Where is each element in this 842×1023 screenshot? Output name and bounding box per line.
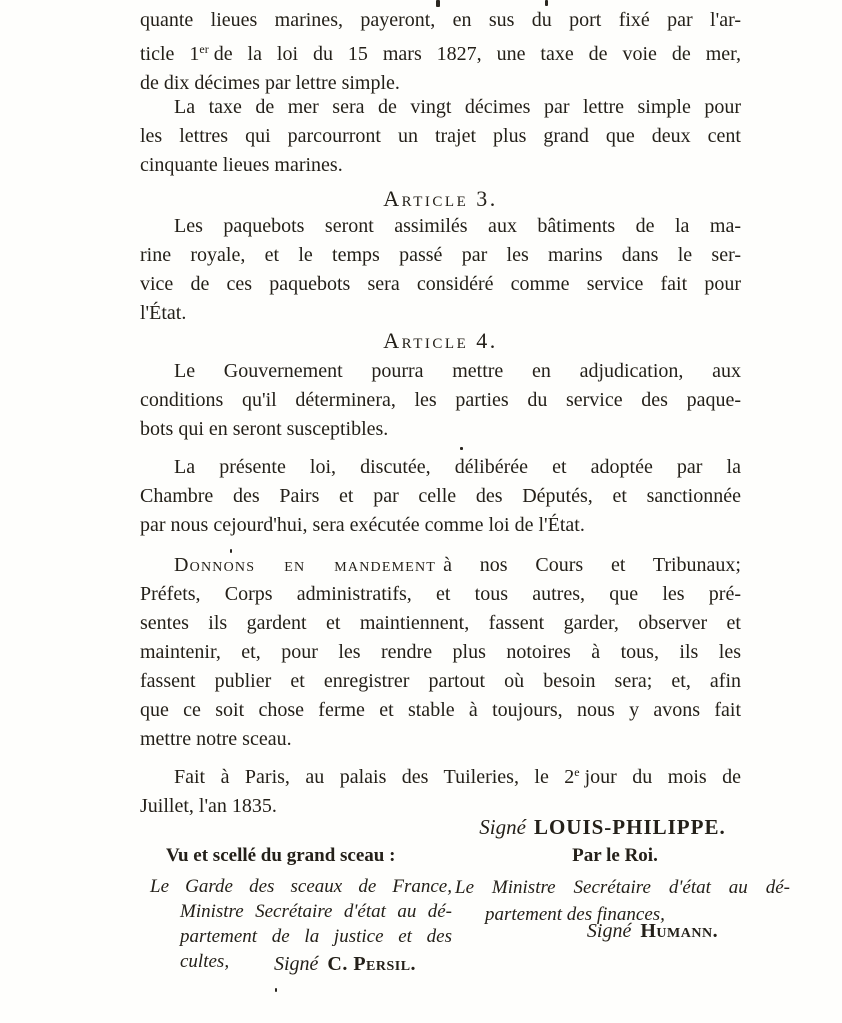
text-line: La taxe de mer sera de vingt décimes par lettre simple pour — [174, 96, 741, 118]
superscript-e: e — [574, 765, 580, 779]
persil-name: C. Persil. — [327, 953, 417, 975]
text-run: à nos Cours et Tribunaux; — [443, 554, 741, 576]
text-line: de dix décimes par lettre simple. — [140, 72, 400, 94]
paragraph-article-4 — [140, 357, 741, 444]
persil-signature — [240, 953, 450, 976]
text-line: bots qui en seront susceptibles. — [140, 418, 389, 440]
humann-name: Humann. — [640, 920, 719, 942]
article-3-heading: Article 3. — [383, 186, 498, 211]
text-line: La présente loi, discutée, délibérée et adoptée par la — [174, 456, 741, 478]
paragraph-promulgation — [140, 453, 741, 540]
text-line — [140, 551, 741, 580]
paragraph-mandement-rest — [140, 580, 741, 754]
king-name: LOUIS-PHILIPPE. — [533, 815, 726, 839]
ink-speck — [275, 988, 277, 992]
text-line: partement des finances, — [485, 904, 665, 925]
text-line: Le Gouvernement pourra mettre en adjudication, aux — [174, 360, 741, 382]
signe-label: Signé — [273, 953, 319, 975]
seal-attestation: Vu et scellé du grand sceau : — [166, 845, 396, 866]
by-the-king-label: Par le Roi. — [572, 845, 658, 866]
humann-signature — [560, 920, 745, 943]
text-line: que ce soit chose ferme et stable à toujours, nous y avons fait — [140, 699, 741, 721]
text-run: de la loi du 15 mars 1827, une taxe de voie de mer, — [213, 43, 741, 65]
text-run: Fait à Paris, au palais des Tuileries, le 2 — [174, 766, 575, 788]
text-line: Préfets, Corps administratifs, et tous autres, que les pré- — [140, 583, 741, 605]
text-line: sentes ils gardent et maintiennent, fassent garder, observer et — [140, 612, 741, 634]
text-line: Les paquebots seront assimilés aux bâtiments de la ma- — [174, 215, 741, 237]
text-run: ticle 1 — [140, 43, 200, 65]
text-line: cultes, — [180, 951, 230, 972]
article-4-heading: Article 4. — [383, 328, 498, 353]
paragraph-date-place — [140, 758, 741, 821]
text-line: conditions qu'il déterminera, les parties du service des paque- — [140, 389, 741, 411]
paragraph-sea-tax — [140, 6, 741, 98]
text-line: rine royale, et le temps passé par les marins dans le ser- — [140, 244, 741, 266]
superscript-er: er — [199, 42, 209, 56]
small-caps-lead: Donnons en mandement — [174, 554, 437, 576]
text-line: Ministre Secrétaire d'état au dé- — [180, 901, 452, 922]
text-line: Le Garde des sceaux de France, — [150, 876, 452, 897]
signe-label: Signé — [479, 815, 526, 839]
signe-label: Signé — [586, 920, 632, 942]
text-line: cinquante lieues marines. — [140, 154, 343, 176]
text-line: fassent publier et enregistrer partout où besoin sera; et, afin — [140, 670, 741, 692]
text-line: mettre notre sceau. — [140, 728, 292, 750]
paragraph-twenty-decimes — [140, 93, 741, 180]
text-line: l'État. — [140, 302, 187, 324]
king-signature — [425, 815, 780, 840]
paragraph-article-3 — [140, 212, 741, 328]
text-line: partement de la justice et des — [180, 926, 452, 947]
text-line — [140, 758, 741, 792]
text-line: Juillet, l'an 1835. — [140, 795, 277, 817]
text-line: les lettres qui parcourront un trajet plus grand que deux cent — [140, 125, 741, 147]
text-line: vice de ces paquebots sera considéré comme service fait pour — [140, 273, 741, 295]
text-line: par nous cejourd'hui, sera exécutée comme loi de l'État. — [140, 514, 585, 536]
text-line — [140, 35, 741, 69]
text-line: maintenir, et, pour les rendre plus notoires à tous, ils les — [140, 641, 741, 663]
ink-speck — [460, 447, 463, 450]
text-line: quante lieues marines, payeront, en sus du port fixé par l'ar- — [140, 9, 741, 31]
text-line: Le Ministre Secrétaire d'état au dé- — [455, 877, 790, 898]
text-run: jour du mois de — [584, 766, 741, 788]
paragraph-mandement — [140, 551, 741, 754]
text-line: Chambre des Pairs et par celle des Députés, et sanctionnée — [140, 485, 741, 507]
